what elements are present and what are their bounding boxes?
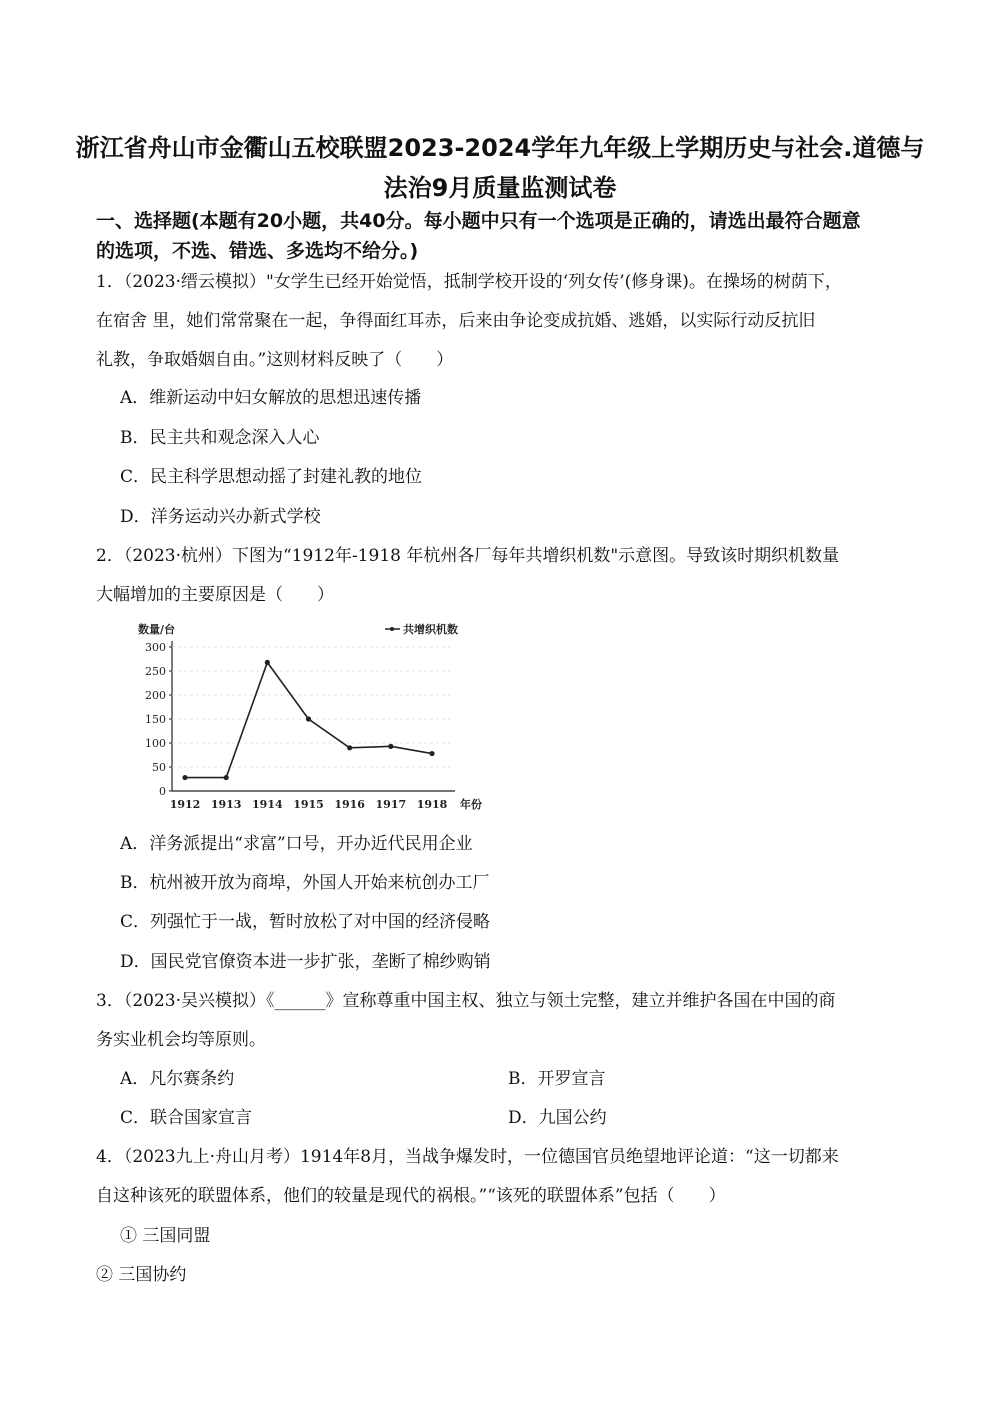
chart-x-tick-label: 1915 (293, 798, 324, 811)
paper-title-line1: 浙江省舟山市金衢山五校联盟2023-2024学年九年级上学期历史与社会.道德与 (75, 134, 925, 162)
chart-xlabel: 年份 (460, 798, 482, 811)
chart-data-point (265, 660, 270, 665)
q1-option-d: D．洋务运动兴办新式学校 (120, 507, 321, 527)
paper-title (60, 128, 940, 208)
chart-y-tick-label: 250 (145, 665, 166, 678)
chart-y-tick-label: 150 (145, 713, 166, 726)
chart-data-point (182, 775, 187, 780)
q3-stem-line2: 务实业机会均等原则。 (96, 1030, 266, 1050)
q3-option-b: B．开罗宣言 (508, 1069, 606, 1089)
q1-stem-line2: 在宿舍 里，她们常常聚在一起，争得面红耳赤，后来由争论变成抗婚、逃婚，以实际行动反抗旧 (96, 311, 816, 331)
chart-data-point (347, 745, 352, 750)
q4-stem-line2: 自这种该死的联盟体系，他们的较量是现代的祸根。”“该死的联盟体系”包括（ ） (96, 1186, 726, 1206)
q2-option-d: D．国民党官僚资本进一步扩张，垄断了棉纱购销 (120, 952, 491, 972)
chart-ylabel: 数量/台 (138, 623, 176, 636)
chart-y-tick-label: 300 (145, 641, 166, 654)
q2-stem-line2: 大幅增加的主要原因是（ ） (96, 585, 334, 605)
q3-option-a: A．凡尔赛条约 (120, 1069, 235, 1089)
q4-item-2: ② 三国协约 (96, 1265, 187, 1285)
q4-stem-line1: 4．（2023九上·舟山月考）1914年8月，当战争爆发时，一位德国官员绝望地评论道：“这一切都来 (96, 1147, 839, 1167)
chart-x-tick-label: 1914 (252, 798, 283, 811)
q3-option-c: C．联合国家宣言 (120, 1108, 253, 1128)
paper-title-line2: 法治9月质量监测试卷 (383, 174, 617, 202)
chart-x-tick-label: 1913 (210, 798, 242, 811)
chart-x-tick-label: 1917 (375, 798, 407, 811)
chart-y-tick-label: 50 (152, 761, 166, 774)
chart-y-tick-label: 100 (145, 737, 166, 750)
chart-legend-label: 共增织机数 (403, 623, 458, 636)
chart-data-point (388, 744, 393, 749)
q4-item-1: ① 三国同盟 (120, 1226, 211, 1246)
chart-x-tick-label: 1916 (334, 798, 365, 811)
loom-increase-chart (120, 615, 500, 820)
section-header-line2: 的选项，不选、错选、多选均不给分。) (96, 240, 419, 262)
q2-stem-line1: 2．（2023·杭州）下图为“1912年-1918 年杭州各厂每年共增织机数"示意图。导致该时期织机数量 (96, 546, 840, 566)
q2-option-a: A．洋务派提出“求富”口号，开办近代民用企业 (120, 834, 473, 854)
chart-data-point (429, 751, 434, 756)
q3-option-d: D．九国公约 (508, 1108, 607, 1128)
section-header-line1: 一、选择题(本题有20小题，共40分。每小题中只有一个选项是正确的，请选出最符合题意 (96, 210, 861, 232)
q2-option-b: B．杭州被开放为商埠，外国人开始来杭创办工厂 (120, 873, 490, 893)
q1-option-c: C．民主科学思想动摇了封建礼教的地位 (120, 467, 423, 487)
chart-data-point (224, 775, 229, 780)
chart-legend (385, 622, 458, 636)
q3-stem-line1: 3．（2023·吴兴模拟）《______》宣称尊重中国主权、独立与领土完整，建立并维护各国在中国的商 (96, 991, 836, 1011)
chart-data-point (306, 716, 311, 721)
q1-stem-line3: 礼教，争取婚姻自由。”这则材料反映了（ ） (96, 350, 454, 370)
chart-y-tick-label: 0 (159, 785, 166, 798)
chart-x-tick-label: 1918 (416, 798, 448, 811)
chart-y-tick-label: 200 (145, 689, 166, 702)
chart-x-tick-label: 1912 (169, 798, 201, 811)
q1-option-b: B．民主共和观念深入人心 (120, 428, 320, 448)
q1-stem-line1: 1．（2023·缙云模拟）"女学生已经开始觉悟，抵制学校开设的‘列女传’(修身课)。在操场的树荫下， (96, 272, 842, 292)
section-header (96, 206, 926, 266)
q1-option-a: A．维新运动中妇女解放的思想迅速传播 (120, 388, 422, 408)
q2-option-c: C．列强忙于一战，暂时放松了对中国的经济侵略 (120, 912, 491, 932)
